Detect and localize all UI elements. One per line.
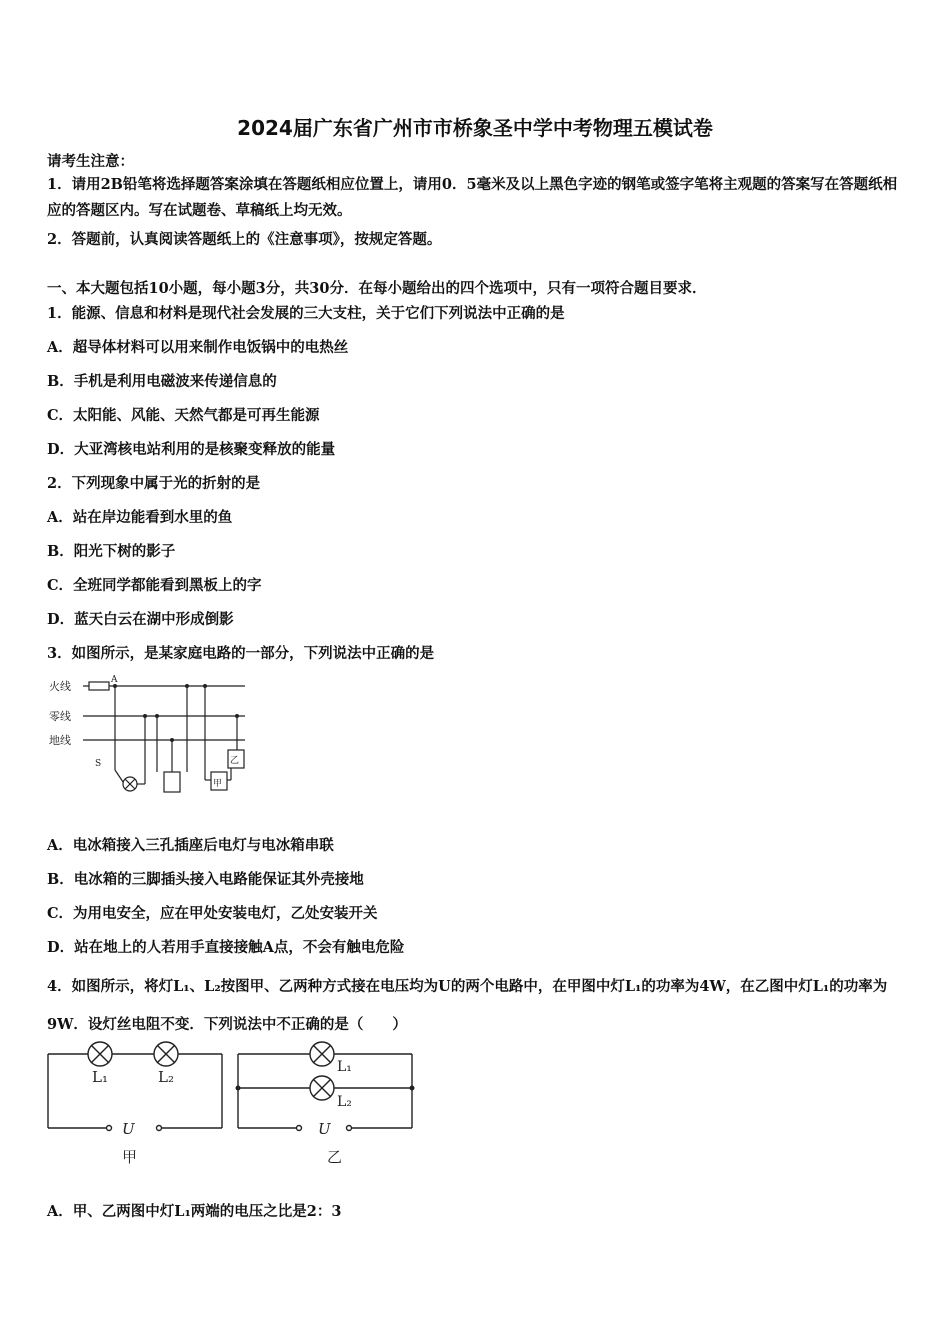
series-label-l2: L₂ xyxy=(158,1068,174,1086)
question-2-option-a: A．站在岸边能看到水里的鱼 xyxy=(47,509,233,526)
question-3-option-b: B．电冰箱的三脚插头接入电路能保证其外壳接地 xyxy=(47,871,364,888)
question-3-option-c: C．为用电安全，应在甲处安装电灯，乙处安装开关 xyxy=(47,905,378,922)
question-1-stem: 1．能源、信息和材料是现代社会发展的三大支柱，关于它们下列说法中正确的是 xyxy=(47,305,565,322)
question-3-option-a: A．电冰箱接入三孔插座后电灯与电冰箱串联 xyxy=(47,837,334,854)
question-2-option-d: D．蓝天白云在湖中形成倒影 xyxy=(47,611,234,628)
series-label-l1: L₁ xyxy=(92,1068,108,1086)
parallel-label-l2: L₂ xyxy=(337,1094,352,1110)
notice-item-1: 1．请用2B铅笔将选择题答案涂填在答题纸相应位置上，请用0．5毫米及以上黑色字迹的钢笔或签字笔将主观题的答案写在答题纸相应的答题区内。写在试题卷、草稿纸上均无效。 xyxy=(47,176,898,219)
series-circuit-figure xyxy=(46,1040,226,1170)
parallel-circuit-figure xyxy=(234,1040,418,1170)
label-ground-wire: 地线 xyxy=(49,734,71,747)
parallel-label-u: U xyxy=(318,1120,331,1138)
question-2-option-c: C．全班同学都能看到黑板上的字 xyxy=(47,577,262,594)
notice-heading: 请考生注意： xyxy=(47,153,134,170)
series-label-u: U xyxy=(122,1120,135,1138)
label-jia: 甲 xyxy=(213,779,223,789)
question-2-stem: 2．下列现象中属于光的折射的是 xyxy=(47,475,261,492)
question-1-option-c: C．太阳能、风能、天然气都是可再生能源 xyxy=(47,407,320,424)
question-4-stem: 4．如图所示，将灯L₁、L₂按图甲、乙两种方式接在电压均为U的两个电路中，在甲图中灯L₁的功率为4W，在乙图中灯L₁的功率为9W．设灯丝电阻不变．下列说法中不正确的是（ ） xyxy=(47,978,888,1033)
section-heading: 一、本大题包括10小题，每小题3分，共30分．在每小题给出的四个选项中，只有一项符合题目要求． xyxy=(47,280,707,297)
page-title: 2024届广东省广州市市桥象圣中学中考物理五模试卷 xyxy=(237,116,713,140)
question-1-option-b: B．手机是利用电磁波来传递信息的 xyxy=(47,373,277,390)
question-1-option-d: D．大亚湾核电站利用的是核聚变释放的能量 xyxy=(47,441,336,458)
question-1-option-a: A．超导体材料可以用来制作电饭锅中的电热丝 xyxy=(47,339,349,356)
label-point-a: A xyxy=(111,675,118,685)
label-neutral-wire: 零线 xyxy=(49,710,71,723)
label-switch: S xyxy=(95,759,102,769)
parallel-label-yi: 乙 xyxy=(327,1148,343,1166)
question-3-option-d: D．站在地上的人若用手直接接触A点，不会有触电危险 xyxy=(47,939,405,956)
label-yi: 乙 xyxy=(230,756,240,766)
label-live-wire: 火线 xyxy=(49,680,71,693)
household-circuit-figure xyxy=(45,672,255,802)
question-3-stem: 3．如图所示，是某家庭电路的一部分，下列说法中正确的是 xyxy=(47,645,435,662)
question-4-option-a: A．甲、乙两图中灯L₁两端的电压之比是2：3 xyxy=(47,1203,342,1220)
parallel-label-l1: L₁ xyxy=(337,1059,352,1075)
question-2-option-b: B．阳光下树的影子 xyxy=(47,543,176,560)
series-label-jia: 甲 xyxy=(122,1148,138,1166)
notice-item-2: 2．答题前，认真阅读答题纸上的《注意事项》，按规定答题。 xyxy=(47,231,442,248)
